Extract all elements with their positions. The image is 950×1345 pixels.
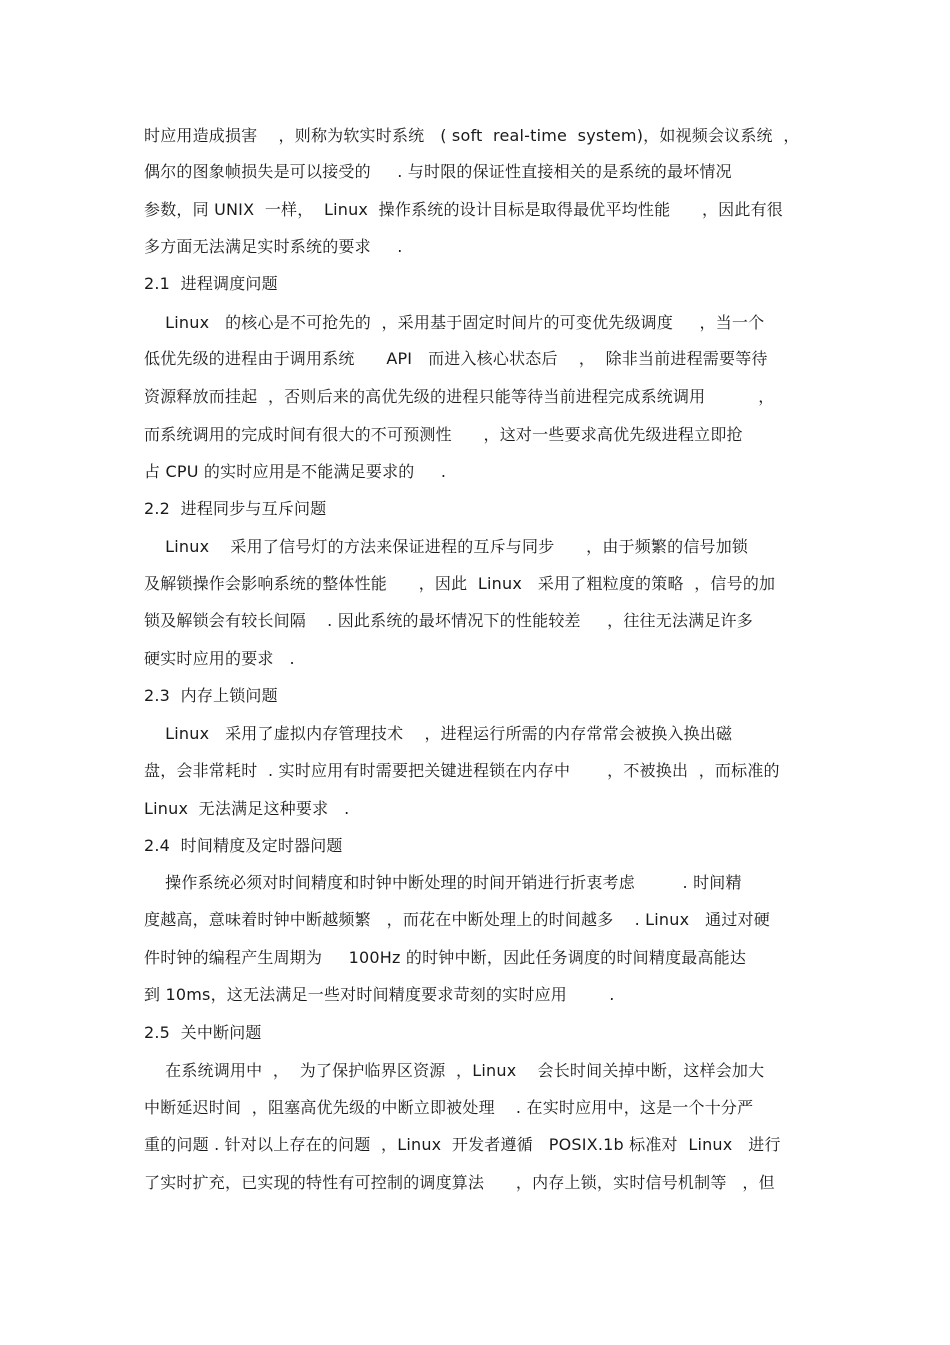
text-line: Linux 采用了虚拟内存管理技术 ，进程运行所需的内存常常会被换入换出磁 bbox=[144, 724, 733, 743]
text-line: 到 10ms，这无法满足一些对时间精度要求苛刻的实时应用 . bbox=[144, 985, 615, 1004]
text-line: 锁及解锁会有较长间隔 . 因此系统的最坏情况下的性能较差 ，往往无法满足许多 bbox=[144, 611, 753, 630]
text-line: 中断延迟时间 ，阻塞高优先级的中断立即被处理 . 在实时应用中，这是一个十分严 bbox=[144, 1098, 754, 1117]
text-line: 低优先级的进程由于调用系统 API 而进入核心状态后 ， 除非当前进程需要等待 bbox=[144, 349, 768, 368]
text-line: 度越高，意味着时钟中断越频繁 ，而花在中断处理上的时间越多 . Linux 通过对硬 bbox=[144, 910, 770, 929]
text-line: Linux 采用了信号灯的方法来保证进程的互斥与同步 ，由于频繁的信号加锁 bbox=[144, 537, 749, 556]
section-heading: 2.4 时间精度及定时器问题 bbox=[144, 836, 343, 855]
text-line: 而系统调用的完成时间有很大的不可预测性 ，这对一些要求高优先级进程立即抢 bbox=[144, 425, 743, 444]
text-line: 参数，同 UNIX 一样， Linux 操作系统的设计目标是取得最优平均性能 ，因此有很 bbox=[144, 200, 783, 219]
text-line: 时应用造成损害 ，则称为软实时系统 ( soft real-time system)，如视频会议系统 ， bbox=[144, 126, 800, 145]
text-line: 重的问题 . 针对以上存在的问题 ，Linux 开发者遵循 POSIX.1b 标准对 Linux 进行 bbox=[144, 1135, 781, 1154]
text-line: 了实时扩充，已实现的特性有可控制的调度算法 ，内存上锁，实时信号机制等 ，但 bbox=[144, 1173, 775, 1192]
text-line: 资源释放而挂起 ，否则后来的高优先级的进程只能等待当前进程完成系统调用 ， bbox=[144, 387, 775, 406]
text-line: 在系统调用中 ， 为了保护临界区资源 ，Linux 会长时间关掉中断，这样会加大 bbox=[144, 1061, 765, 1080]
text-line: 件时钟的编程产生周期为 100Hz 的时钟中断，因此任务调度的时间精度最高能达 bbox=[144, 948, 747, 967]
text-line: Linux 无法满足这种要求 . bbox=[144, 799, 350, 818]
text-line: 占 CPU 的实时应用是不能满足要求的 . bbox=[144, 462, 447, 481]
section-heading: 2.3 内存上锁问题 bbox=[144, 686, 278, 705]
text-line: 硬实时应用的要求 . bbox=[144, 649, 295, 668]
text-line: 多方面无法满足实时系统的要求 . bbox=[144, 237, 403, 256]
section-heading: 2.5 关中断问题 bbox=[144, 1023, 262, 1042]
section-heading: 2.1 进程调度问题 bbox=[144, 274, 278, 293]
text-line: 操作系统必须对时间精度和时钟中断处理的时间开销进行折衷考虑 . 时间精 bbox=[144, 873, 742, 892]
text-line: Linux 的核心是不可抢先的 ，采用基于固定时间片的可变优先级调度 ，当一个 bbox=[144, 313, 765, 332]
text-line: 及解锁操作会影响系统的整体性能 ，因此 Linux 采用了粗粒度的策略 ，信号的加 bbox=[144, 574, 776, 593]
text-line: 偶尔的图象帧损失是可以接受的 . 与时限的保证性直接相关的是系统的最坏情况 bbox=[144, 162, 732, 181]
section-heading: 2.2 进程同步与互斥问题 bbox=[144, 499, 327, 518]
text-line: 盘，会非常耗时 . 实时应用有时需要把关键进程锁在内存中 ，不被换出 ，而标准的 bbox=[144, 761, 780, 780]
